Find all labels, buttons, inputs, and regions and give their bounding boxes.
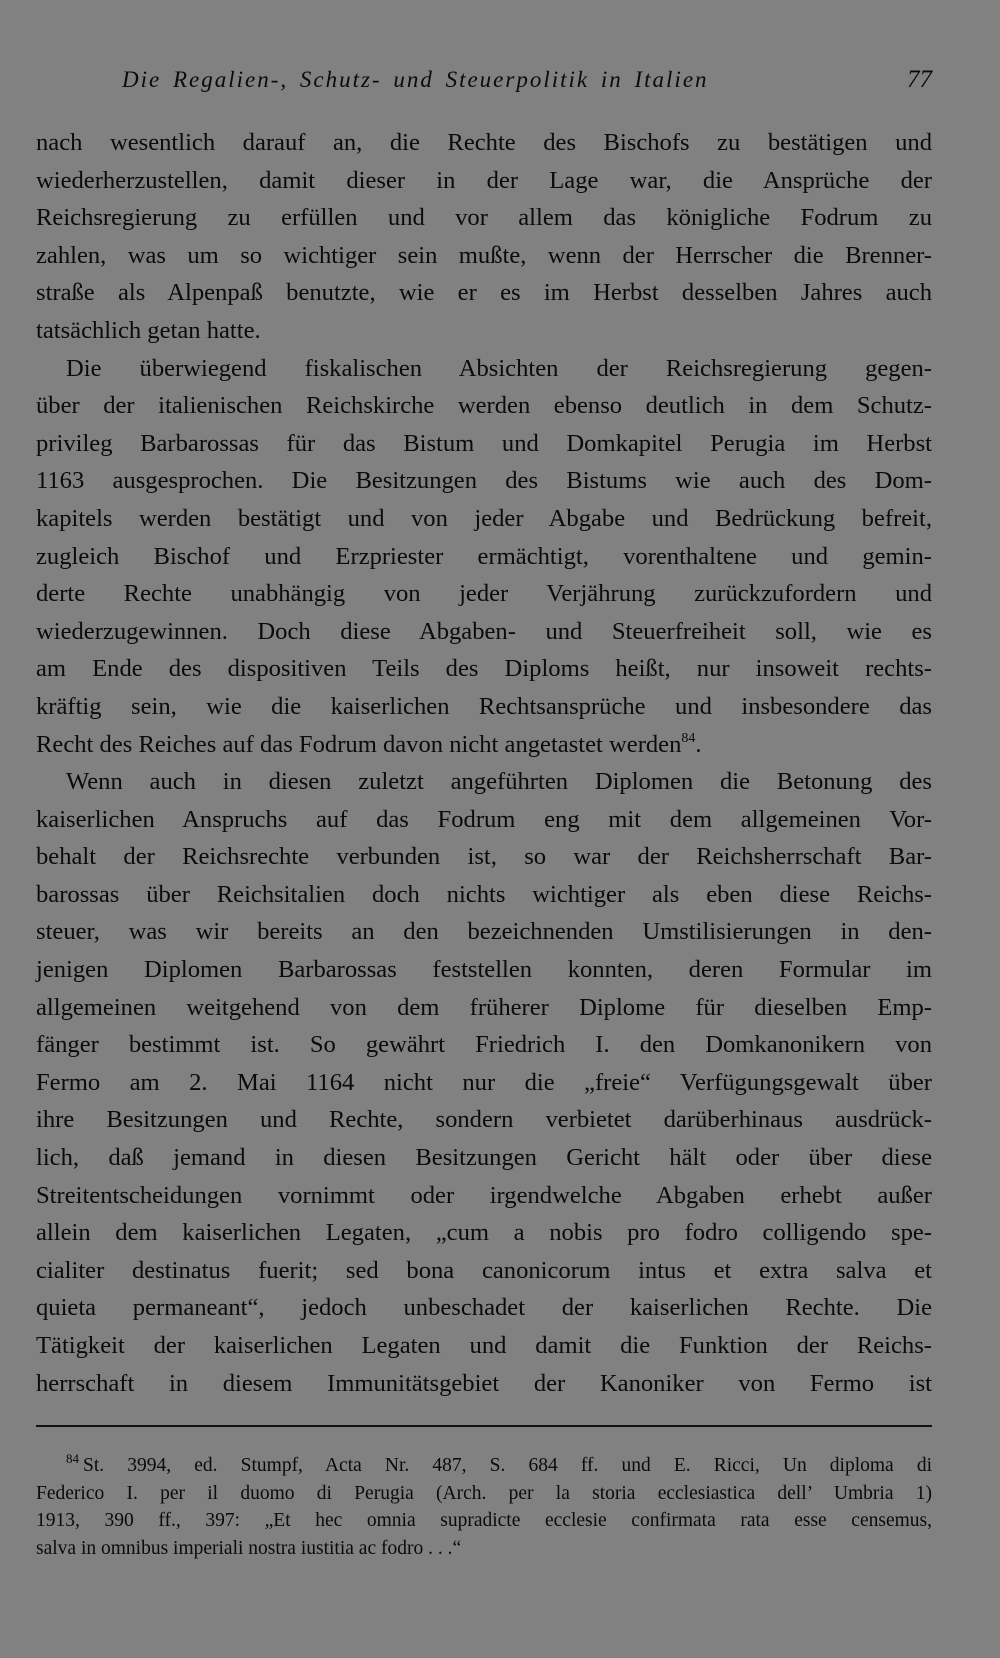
text-line-content: Recht des Reiches auf das Fodrum davon nicht angetastet werden bbox=[36, 730, 682, 758]
text-line: herrschaft in diesem Immunitätsgebiet der Kanoniker von Fermo ist bbox=[36, 1369, 932, 1397]
sentence-end: . bbox=[695, 730, 702, 758]
footnote-line: 1913, 390 ff., 397: „Et hec omnia supradicte ecclesie confirmata rata esse censemus, bbox=[36, 1510, 932, 1531]
running-head: Die Regalien-, Schutz- und Steuerpolitik in Italien bbox=[122, 67, 709, 92]
text-line: über der italienischen Reichskirche werden ebenso deutlich in dem Schutz- bbox=[36, 392, 932, 420]
text-line: 1163 ausgesprochen. Die Besitzungen des Bistums wie auch des Dom- bbox=[36, 467, 932, 495]
text-line: nach wesentlich darauf an, die Rechte des Bischofs zu bestätigen und bbox=[36, 129, 932, 156]
text-line: wiederherzustellen, damit dieser in der Lage war, die Ansprüche der bbox=[36, 166, 932, 194]
footnote-line bbox=[36, 1452, 932, 1480]
footnote-line: salva in omnibus imperiali nostra iustitia ac fodro . . .“ bbox=[36, 1537, 462, 1559]
page-number: 77 bbox=[907, 66, 932, 93]
text-line: steuer, was wir bereits an den bezeichnenden Umstilisierungen in den- bbox=[36, 918, 932, 946]
text-line: privileg Barbarossas für das Bistum und Domkapitel Perugia im Herbst bbox=[36, 429, 932, 457]
text-line: quieta permaneant“, jedoch unbeschadet der kaiserlichen Rechte. Die bbox=[36, 1294, 932, 1322]
text-line: jenigen Diplomen Barbarossas feststellen konnten, deren Formular im bbox=[36, 956, 932, 984]
text-line: Streitentscheidungen vornimmt oder irgendwelche Abgaben erhebt außer bbox=[36, 1181, 932, 1209]
text-line: zahlen, was um so wichtiger sein mußte, wenn der Herrscher die Brenner- bbox=[36, 241, 932, 269]
text-line: allein dem kaiserlichen Legaten, „cum a nobis pro fodro colligendo spe- bbox=[36, 1219, 932, 1247]
text-line: wiederzugewinnen. Doch diese Abgaben- und Steuerfreiheit soll, wie es bbox=[36, 617, 932, 645]
text-line: Fermo am 2. Mai 1164 nicht nur die „freie“ Verfügungsgewalt über bbox=[36, 1068, 932, 1096]
text-line: behalt der Reichsrechte verbunden ist, so war der Reichsherrschaft Bar- bbox=[36, 843, 932, 871]
text-line: Reichsregierung zu erfüllen und vor allem das königliche Fodrum zu bbox=[36, 204, 932, 232]
footnote-reference[interactable]: 84 bbox=[681, 730, 696, 746]
footnotes bbox=[36, 1452, 932, 1562]
main-text bbox=[36, 124, 932, 1402]
text-line: tatsächlich getan hatte. bbox=[36, 316, 261, 344]
footnote-text: St. 3994, ed. Stumpf, Acta Nr. 487, S. 684 ff. und E. Ricci, Un diploma di bbox=[83, 1455, 932, 1476]
text-line: barossas über Reichsitalien doch nichts wichtiger als eben diese Reichs- bbox=[36, 880, 932, 908]
text-line-with-footnote bbox=[36, 726, 932, 764]
text-line: kräftig sein, wie die kaiserlichen Rechtsansprüche und insbesondere das bbox=[36, 692, 932, 720]
text-line: cialiter destinatus fuerit; sed bona canonicorum intus et extra salva et bbox=[36, 1256, 932, 1284]
text-line: kapitels werden bestätigt und von jeder Abgabe und Bedrückung befreit, bbox=[36, 504, 932, 532]
paragraph-start-line: Wenn auch in diesen zuletzt angeführten Diplomen die Betonung des bbox=[66, 768, 932, 796]
text-line: zugleich Bischof und Erzpriester ermächtigt, vorenthaltene und gemin- bbox=[36, 542, 932, 570]
text-line: fänger bestimmt ist. So gewährt Friedrich I. den Domkanonikern von bbox=[36, 1031, 932, 1059]
text-line: lich, daß jemand in diesen Besitzungen Gericht hält oder über diese bbox=[36, 1144, 932, 1172]
text-line: allgemeinen weitgehend von dem früherer Diplome für dieselben Emp- bbox=[36, 993, 932, 1021]
text-line: kaiserlichen Anspruchs auf das Fodrum eng mit dem allgemeinen Vor- bbox=[36, 805, 932, 833]
text-line: am Ende des dispositiven Teils des Diploms heißt, nur insoweit rechts- bbox=[36, 655, 932, 683]
footnote-separator bbox=[36, 1425, 932, 1427]
paragraph-start-line: Die überwiegend fiskalischen Absichten der Reichsregierung gegen- bbox=[66, 354, 932, 382]
footnote-number: 84 bbox=[66, 1451, 79, 1466]
text-line: straße als Alpenpaß benutzte, wie er es im Herbst desselben Jahres auch bbox=[36, 279, 932, 307]
text-line: derte Rechte unabhängig von jeder Verjährung zurückzufordern und bbox=[36, 580, 932, 608]
text-line: ihre Besitzungen und Rechte, sondern verbietet darüberhinaus ausdrück- bbox=[36, 1106, 932, 1134]
footnote-line: Federico I. per il duomo di Perugia (Arch. per la storia ecclesiastica dell’ Umbria 1) bbox=[36, 1482, 932, 1504]
text-line: Tätigkeit der kaiserlichen Legaten und damit die Funktion der Reichs- bbox=[36, 1332, 932, 1359]
page-header bbox=[122, 66, 932, 100]
